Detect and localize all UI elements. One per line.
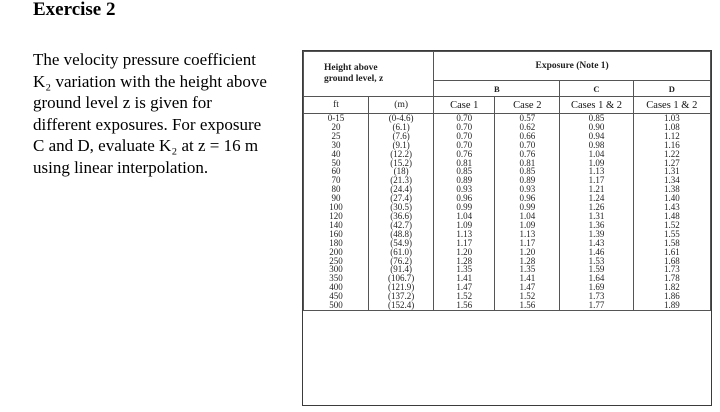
- table-cell: 0.76: [434, 150, 495, 159]
- table-cell: 1.21: [560, 185, 633, 194]
- table-cell: 20: [304, 123, 369, 132]
- height-header: [304, 52, 434, 97]
- table-cell: 1.53: [560, 257, 633, 266]
- problem-line: using linear interpolation.: [33, 157, 209, 177]
- table-cell: 0.81: [495, 159, 560, 168]
- table-cell: 1.43: [560, 239, 633, 248]
- table-cell: 1.34: [633, 176, 710, 185]
- table-row: [304, 292, 711, 301]
- table-cell: (12.2): [369, 150, 434, 159]
- table-cell: 0.96: [434, 194, 495, 203]
- table-cell: 100: [304, 203, 369, 212]
- table-cell: 60: [304, 167, 369, 176]
- case-header: Cases 1 & 2: [633, 97, 710, 114]
- table-cell: (48.8): [369, 230, 434, 239]
- table-cell: 1.41: [495, 274, 560, 283]
- table-row: [304, 194, 711, 203]
- table-row: [304, 248, 711, 257]
- table-cell: 1.09: [560, 159, 633, 168]
- table-cell: 1.28: [434, 257, 495, 266]
- table-cell: 80: [304, 185, 369, 194]
- table-cell: 0.62: [495, 123, 560, 132]
- table-cell: 1.28: [495, 257, 560, 266]
- table-cell: 0.89: [495, 176, 560, 185]
- table-cell: (7.6): [369, 132, 434, 141]
- table-cell: 250: [304, 257, 369, 266]
- table-cell: 1.13: [560, 167, 633, 176]
- table-cell: 0.93: [495, 185, 560, 194]
- table-cell: 1.40: [633, 194, 710, 203]
- table-row: [304, 159, 711, 168]
- table-row: [304, 185, 711, 194]
- table-cell: 40: [304, 150, 369, 159]
- table-cell: 1.31: [560, 212, 633, 221]
- table-cell: (91.4): [369, 265, 434, 274]
- table-cell: 0.90: [560, 123, 633, 132]
- table-cell: 1.04: [495, 212, 560, 221]
- table-row: [304, 221, 711, 230]
- table-cell: 400: [304, 283, 369, 292]
- table-cell: 90: [304, 194, 369, 203]
- table-cell: 1.52: [495, 292, 560, 301]
- table-cell: 30: [304, 141, 369, 150]
- table-cell: 0.70: [434, 123, 495, 132]
- exposure-c-header: C: [560, 81, 633, 97]
- kz-table-container: [302, 50, 712, 406]
- table-cell: 0.76: [495, 150, 560, 159]
- table-cell: (15.2): [369, 159, 434, 168]
- table-cell: 0.85: [434, 167, 495, 176]
- table-cell: 1.56: [434, 301, 495, 310]
- table-cell: 1.73: [560, 292, 633, 301]
- table-cell: 1.77: [560, 301, 633, 310]
- table-cell: 1.13: [434, 230, 495, 239]
- problem-line: K₂ variation with the height above: [33, 71, 267, 91]
- case-header: Case 1: [434, 97, 495, 114]
- table-row: [304, 230, 711, 239]
- table-cell: 1.64: [560, 274, 633, 283]
- table-cell: (24.4): [369, 185, 434, 194]
- table-cell: 1.20: [495, 248, 560, 257]
- exposure-d-header: D: [633, 81, 710, 97]
- table-cell: 1.04: [434, 212, 495, 221]
- table-cell: (137.2): [369, 292, 434, 301]
- table-cell: 1.09: [495, 221, 560, 230]
- table-cell: 1.17: [434, 239, 495, 248]
- table-cell: 1.47: [495, 283, 560, 292]
- table-cell: (106.7): [369, 274, 434, 283]
- case-header: Case 2: [495, 97, 560, 114]
- height-header-line: ground level, z: [324, 74, 384, 84]
- table-cell: 1.47: [434, 283, 495, 292]
- table-cell: 160: [304, 230, 369, 239]
- table-cell: 180: [304, 239, 369, 248]
- table-cell: 25: [304, 132, 369, 141]
- table-cell: 300: [304, 265, 369, 274]
- table-cell: 1.22: [633, 150, 710, 159]
- table-cell: (18): [369, 167, 434, 176]
- table-cell: 1.48: [633, 212, 710, 221]
- table-cell: 1.61: [633, 248, 710, 257]
- table-cell: 1.17: [560, 176, 633, 185]
- table-row: [304, 283, 711, 292]
- table-cell: (42.7): [369, 221, 434, 230]
- table-cell: 1.69: [560, 283, 633, 292]
- table-row: [304, 132, 711, 141]
- table-cell: 0.70: [434, 132, 495, 141]
- table-cell: 1.27: [633, 159, 710, 168]
- table-cell: 0-15: [304, 114, 369, 123]
- exposure-header: Exposure (Note 1): [434, 52, 711, 81]
- table-cell: (152.4): [369, 301, 434, 310]
- unit-m-header: (m): [369, 97, 434, 114]
- table-row: [304, 239, 711, 248]
- table-cell: 1.16: [633, 141, 710, 150]
- problem-line: different exposures. For exposure: [33, 114, 262, 134]
- table-cell: 0.99: [495, 203, 560, 212]
- table-cell: (54.9): [369, 239, 434, 248]
- table-cell: 1.55: [633, 230, 710, 239]
- kz-table-body: [304, 114, 711, 311]
- table-cell: 1.31: [633, 167, 710, 176]
- kz-table: [303, 51, 711, 311]
- table-cell: (27.4): [369, 194, 434, 203]
- table-cell: 1.35: [434, 265, 495, 274]
- exposure-b-header: B: [434, 81, 560, 97]
- table-cell: 1.39: [560, 230, 633, 239]
- table-cell: 500: [304, 301, 369, 310]
- table-cell: (36.6): [369, 212, 434, 221]
- table-cell: (61.0): [369, 248, 434, 257]
- table-cell: 0.89: [434, 176, 495, 185]
- table-cell: 1.59: [560, 265, 633, 274]
- table-cell: 1.89: [633, 301, 710, 310]
- table-row: [304, 274, 711, 283]
- table-row: [304, 176, 711, 185]
- table-cell: 1.86: [633, 292, 710, 301]
- table-cell: 1.52: [434, 292, 495, 301]
- table-cell: 0.85: [560, 114, 633, 123]
- table-cell: (9.1): [369, 141, 434, 150]
- table-cell: 0.66: [495, 132, 560, 141]
- table-cell: 0.96: [495, 194, 560, 203]
- table-cell: 1.52: [633, 221, 710, 230]
- table-cell: (76.2): [369, 257, 434, 266]
- table-cell: 1.24: [560, 194, 633, 203]
- table-cell: (6.1): [369, 123, 434, 132]
- problem-line: ground level z is given for: [33, 93, 212, 112]
- height-header-line: Height above: [324, 63, 378, 73]
- table-cell: 0.81: [434, 159, 495, 168]
- table-cell: 1.03: [633, 114, 710, 123]
- table-cell: 0.99: [434, 203, 495, 212]
- table-cell: 1.41: [434, 274, 495, 283]
- table-row: [304, 167, 711, 176]
- table-cell: 1.82: [633, 283, 710, 292]
- table-cell: 1.04: [560, 150, 633, 159]
- table-cell: 0.85: [495, 167, 560, 176]
- table-row: [304, 123, 711, 132]
- table-row: [304, 150, 711, 159]
- table-cell: 1.20: [434, 248, 495, 257]
- table-cell: 0.70: [495, 141, 560, 150]
- table-row: [304, 265, 711, 274]
- table-cell: 200: [304, 248, 369, 257]
- table-row: [304, 203, 711, 212]
- table-cell: 0.98: [560, 141, 633, 150]
- table-cell: 0.57: [495, 114, 560, 123]
- table-cell: 1.09: [434, 221, 495, 230]
- table-cell: 1.08: [633, 123, 710, 132]
- case-header: Cases 1 & 2: [560, 97, 633, 114]
- table-cell: (0-4.6): [369, 114, 434, 123]
- table-cell: 140: [304, 221, 369, 230]
- table-cell: 1.78: [633, 274, 710, 283]
- table-row: [304, 301, 711, 310]
- table-cell: 350: [304, 274, 369, 283]
- problem-line: The velocity pressure coefficient: [33, 50, 256, 69]
- table-cell: (21.3): [369, 176, 434, 185]
- table-cell: (30.5): [369, 203, 434, 212]
- table-cell: 1.12: [633, 132, 710, 141]
- exercise-title: Exercise 2: [33, 0, 116, 20]
- problem-statement: [33, 49, 295, 178]
- table-cell: 1.43: [633, 203, 710, 212]
- table-row: [304, 212, 711, 221]
- table-cell: 1.46: [560, 248, 633, 257]
- table-row: [304, 141, 711, 150]
- table-cell: 0.94: [560, 132, 633, 141]
- table-cell: (121.9): [369, 283, 434, 292]
- problem-line: C and D, evaluate K₂ at z = 16 m: [33, 136, 259, 155]
- table-cell: 0.93: [434, 185, 495, 194]
- table-cell: 1.35: [495, 265, 560, 274]
- table-cell: 1.17: [495, 239, 560, 248]
- table-cell: 1.68: [633, 257, 710, 266]
- table-cell: 1.36: [560, 221, 633, 230]
- table-cell: 50: [304, 159, 369, 168]
- table-cell: 450: [304, 292, 369, 301]
- unit-ft-header: ft: [304, 97, 369, 114]
- table-cell: 0.70: [434, 114, 495, 123]
- table-cell: 1.56: [495, 301, 560, 310]
- table-cell: 70: [304, 176, 369, 185]
- table-cell: 1.38: [633, 185, 710, 194]
- table-cell: 120: [304, 212, 369, 221]
- table-cell: 0.70: [434, 141, 495, 150]
- table-cell: 1.26: [560, 203, 633, 212]
- table-cell: 1.73: [633, 265, 710, 274]
- table-row: [304, 257, 711, 266]
- table-cell: 1.13: [495, 230, 560, 239]
- table-row: [304, 114, 711, 123]
- table-cell: 1.58: [633, 239, 710, 248]
